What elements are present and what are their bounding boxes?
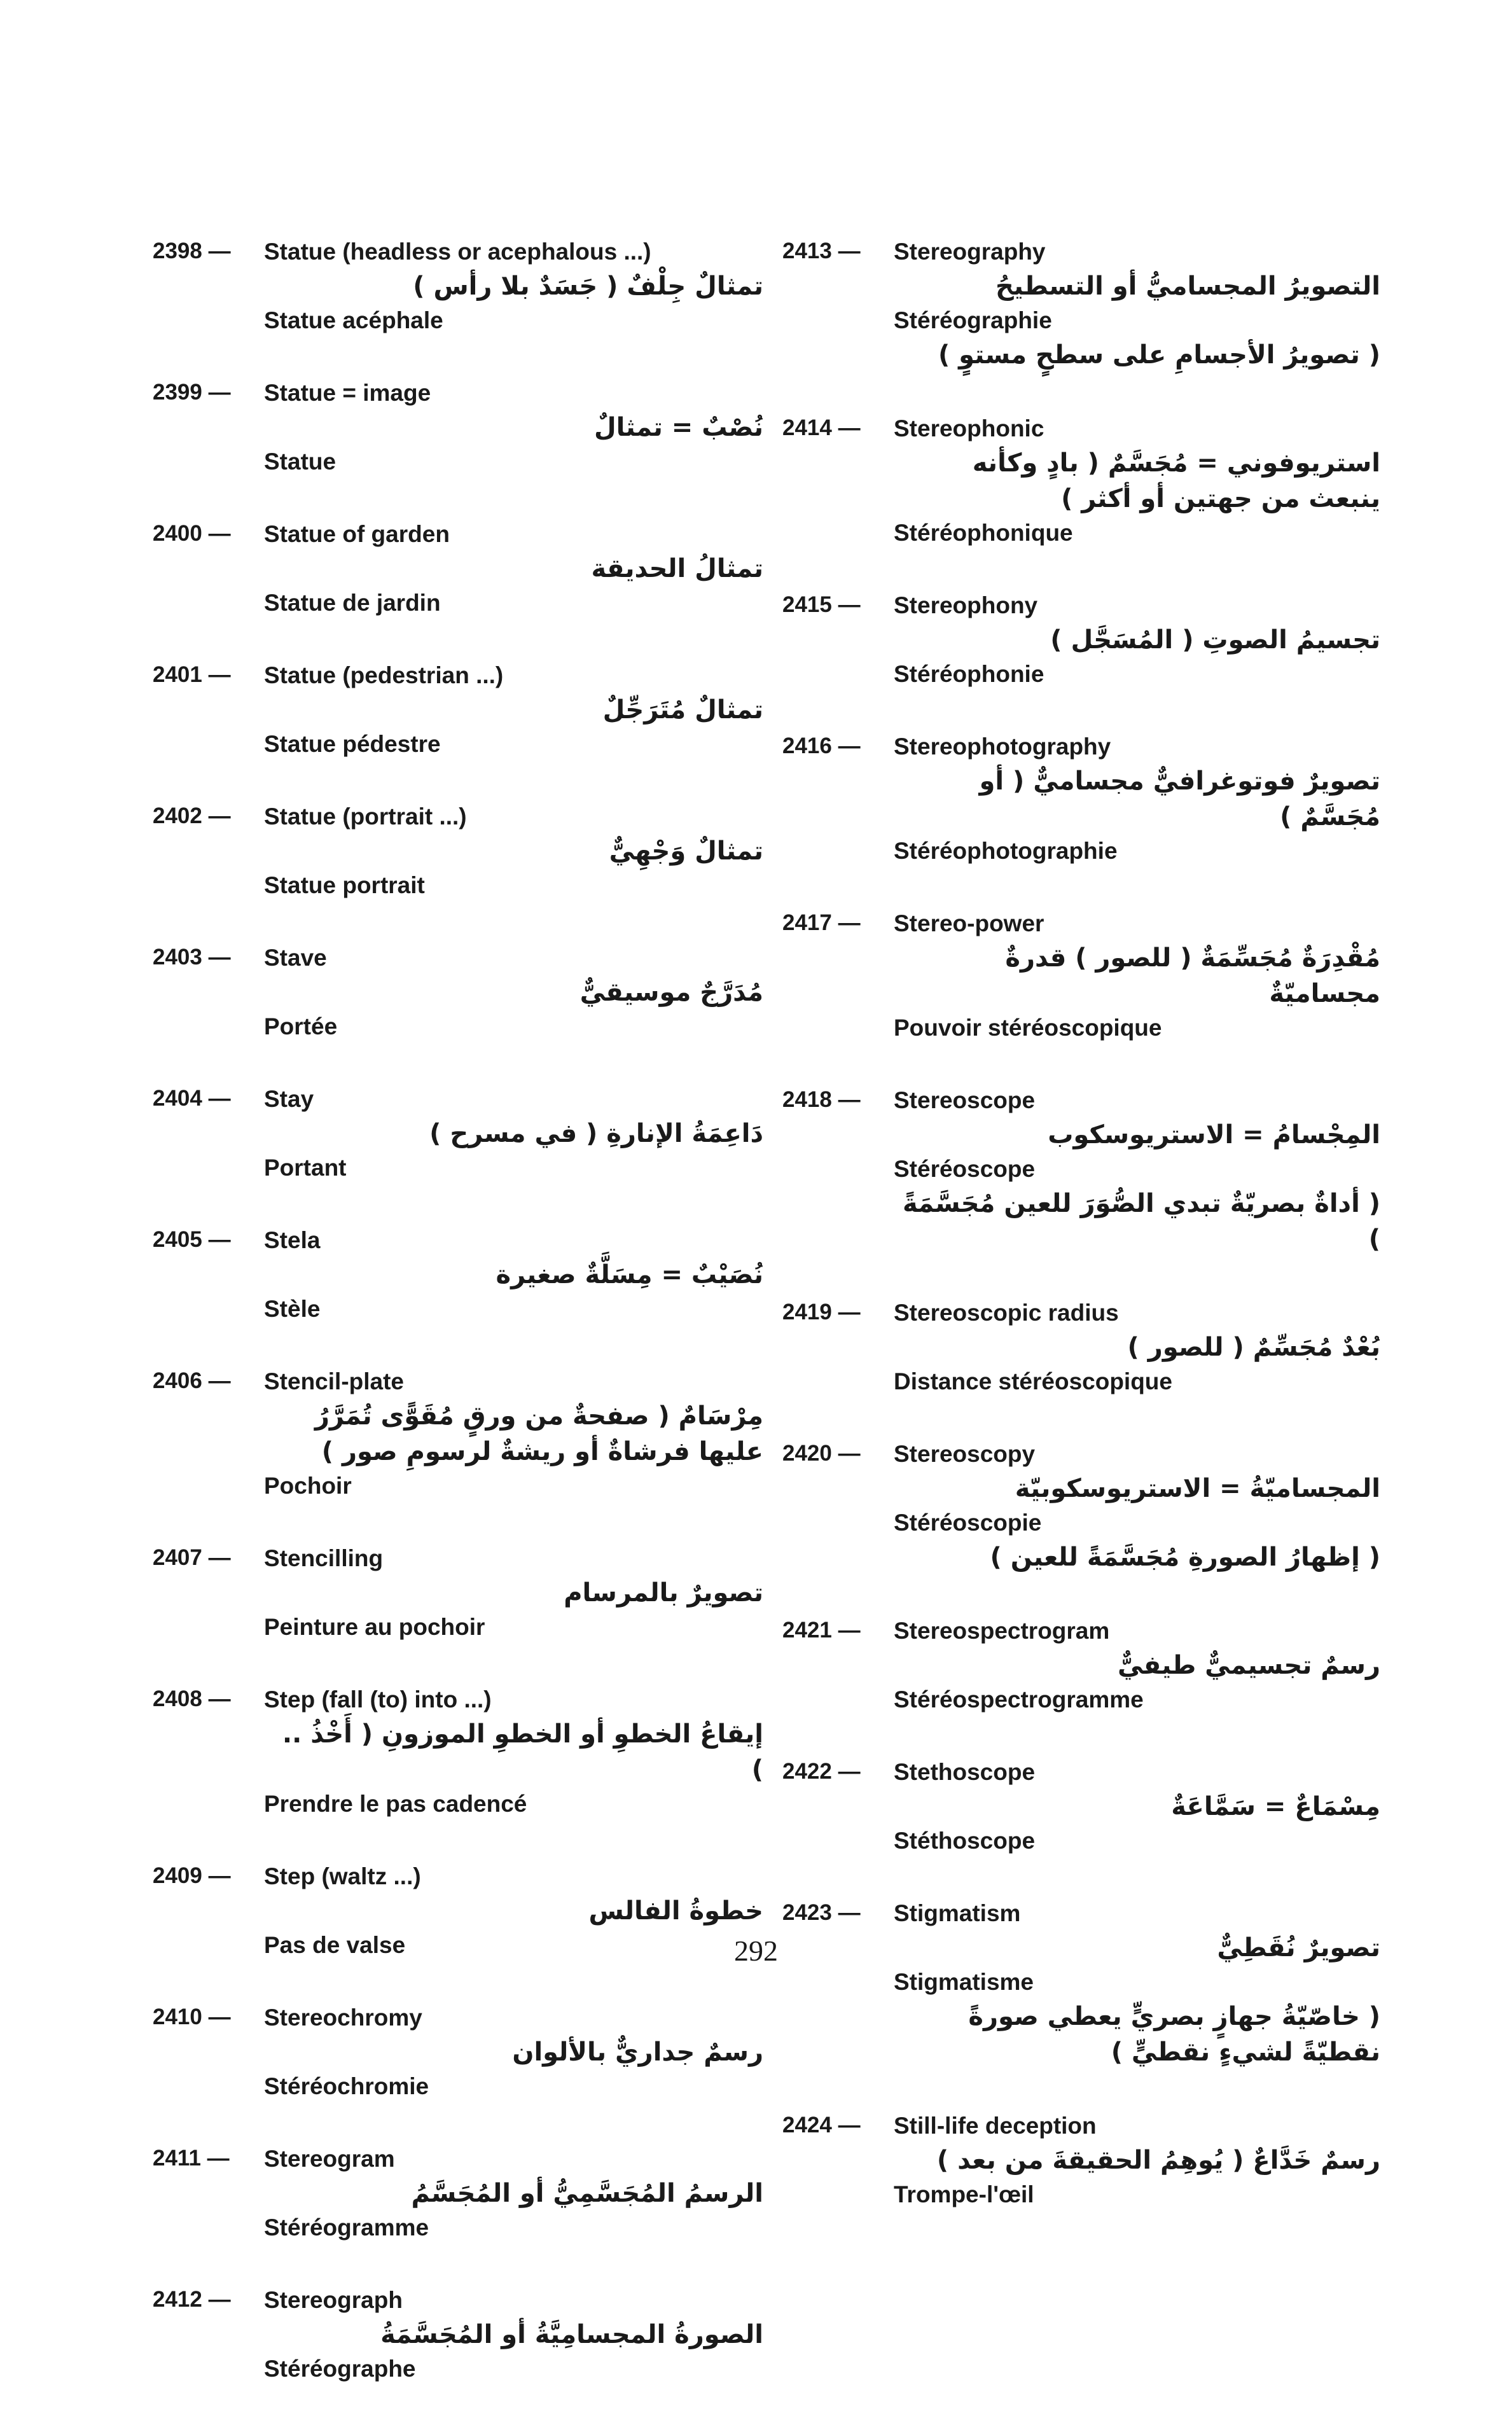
entry-english: Stereophotography xyxy=(894,733,1111,760)
entry-number: 2417 — xyxy=(782,910,861,935)
entry-french: Stèle xyxy=(264,1296,321,1322)
entry-french: Stéréochromie xyxy=(264,2073,429,2099)
entry-arabic: مِرْسَامٌ ( صفحةٌ من ورقٍ مُقَوًّى تُمَرَّرُ عليها فرشاةٌ أو ريشةٌ لرسومِ صور ) xyxy=(314,1401,763,1466)
entry-arabic-gloss: ( تصويرُ الأجسامِ على سطحٍ مستوٍ ) xyxy=(938,340,1380,370)
entry-arabic: مُقْدِرَةٌ مُجَسِّمَةٌ ( للصور ) قدرةٌ مجساميّةٌ xyxy=(1005,943,1380,1008)
entry-english: Stave xyxy=(264,945,327,971)
entry-arabic: تمثالٌ جِلْفٌ ( جَسَدٌ بلا رأس ) xyxy=(413,272,763,301)
entry-arabic: الرسمُ المُجَسَّمِيُّ أو المُجَسَّمُ xyxy=(411,2179,763,2208)
entry-arabic: نُصَيْبٌ = مِسَلَّةٌ صغيرة xyxy=(496,1260,763,1289)
dictionary-entry xyxy=(782,1615,1380,1716)
entry-arabic: دَاعِمَةُ الإنارةِ ( في مسرح ) xyxy=(429,1119,763,1148)
dictionary-entry xyxy=(153,518,763,620)
dictionary-entry xyxy=(782,730,1380,868)
entry-arabic: المجساميّةُ = الاستريوسكوبيّة xyxy=(1015,1474,1380,1503)
dictionary-entry xyxy=(782,412,1380,550)
dictionary-entry xyxy=(153,1224,763,1326)
entry-french: Statue de jardin xyxy=(264,590,441,616)
entry-english: Statue (headless or acephalous ...) xyxy=(264,239,651,265)
entry-english: Step (waltz ...) xyxy=(264,1863,421,1889)
entry-french: Trompe-l'œil xyxy=(894,2181,1034,2207)
entry-number: 2416 — xyxy=(782,733,861,758)
entry-french: Portée xyxy=(264,1013,338,1039)
entry-number: 2403 — xyxy=(153,945,231,969)
entry-arabic: تمثالٌ وَجْهِيٌّ xyxy=(609,837,763,866)
entry-number: 2418 — xyxy=(782,1087,861,1112)
entry-number: 2419 — xyxy=(782,1300,861,1324)
entry-arabic: تصويرٌ بالمرسام xyxy=(564,1578,763,1608)
entry-french: Stéréographie xyxy=(894,307,1052,333)
entry-arabic: استريوفوني = مُجَسَّمٌ ( بادٍ وكأنه ينبعث من جهتين أو أكثر ) xyxy=(972,448,1380,513)
entry-number: 2413 — xyxy=(782,239,861,263)
dictionary-entry xyxy=(153,235,763,337)
entry-french: Stéréogramme xyxy=(264,2214,429,2241)
dictionary-entry xyxy=(782,235,1380,373)
dictionary-entry xyxy=(153,2001,763,2103)
entry-arabic: تجسيمُ الصوتِ ( المُسَجَّل ) xyxy=(1050,625,1380,655)
entry-arabic: تصويرٌ نُقَطِيٌّ xyxy=(1217,1933,1380,1963)
entry-arabic: بُعْدٌ مُجَسِّمٌ ( للصور ) xyxy=(1127,1333,1380,1362)
dictionary-entry xyxy=(153,2284,763,2386)
dictionary-entry xyxy=(153,377,763,478)
entry-french: Statue portrait xyxy=(264,872,425,898)
entry-english: Stay xyxy=(264,1086,314,1112)
entry-number: 2407 — xyxy=(153,1545,231,1570)
entry-french: Stéréoscope xyxy=(894,1156,1036,1182)
entry-french: Distance stéréoscopique xyxy=(894,1368,1172,1394)
dictionary-entry xyxy=(153,800,763,902)
entry-english: Statue of garden xyxy=(264,521,450,547)
entry-french: Pouvoir stéréoscopique xyxy=(894,1015,1162,1041)
entry-arabic: رسمٌ تجسيميٌّ طيفيٌّ xyxy=(1117,1651,1380,1680)
entry-english: Stereograph xyxy=(264,2287,403,2313)
entry-number: 2400 — xyxy=(153,521,231,546)
entry-french: Pochoir xyxy=(264,1473,352,1499)
dictionary-entry xyxy=(153,659,763,761)
entry-number: 2414 — xyxy=(782,415,861,440)
entry-english: Stigmatism xyxy=(894,1900,1021,1926)
entry-arabic: نُصْبٌ = تمثالٌ xyxy=(593,413,763,442)
entry-english: Stencilling xyxy=(264,1545,384,1571)
dictionary-entry xyxy=(782,1296,1380,1398)
dictionary-entry xyxy=(782,907,1380,1045)
dictionary-entry xyxy=(153,1365,763,1503)
entry-french: Stigmatisme xyxy=(894,1969,1034,1995)
entry-english: Stela xyxy=(264,1227,321,1253)
dictionary-entry xyxy=(782,2109,1380,2211)
entry-english: Stereogram xyxy=(264,2146,395,2172)
entry-french: Stéréophonie xyxy=(894,661,1044,687)
entry-french: Prendre le pas cadencé xyxy=(264,1791,527,1817)
entry-number: 2415 — xyxy=(782,592,861,617)
entry-number: 2404 — xyxy=(153,1086,231,1111)
entry-french: Statue pédestre xyxy=(264,731,441,757)
page-number: 292 xyxy=(734,1935,778,1967)
dictionary-entry xyxy=(782,1438,1380,1575)
entry-number: 2420 — xyxy=(782,1441,861,1466)
entry-arabic: مِسْمَاعٌ = سَمَّاعَةٌ xyxy=(1171,1792,1380,1821)
entry-english: Stereography xyxy=(894,239,1046,265)
entry-french: Stéréophotographie xyxy=(894,838,1118,864)
entry-number: 2421 — xyxy=(782,1618,861,1643)
entry-arabic: رسمٌ خَدَّاعٌ ( يُوهِمُ الحقيقةَ من بعد ) xyxy=(936,2146,1380,2175)
dictionary-entry xyxy=(153,1083,763,1185)
entry-french: Stéréospectrogramme xyxy=(894,1686,1144,1713)
entry-english: Stencil-plate xyxy=(264,1368,404,1394)
entry-arabic: التصويرُ المجساميُّ أو التسطيحُ xyxy=(995,272,1380,301)
entry-french: Stéréoscopie xyxy=(894,1510,1042,1536)
dictionary-entry xyxy=(153,2143,763,2244)
entry-number: 2399 — xyxy=(153,380,231,405)
entry-french: Statue acéphale xyxy=(264,307,443,333)
entry-arabic: رسمٌ جداريٌّ بالألوان xyxy=(512,2038,763,2067)
entry-french: Stéréophonique xyxy=(894,520,1073,546)
entry-english: Stereospectrogram xyxy=(894,1618,1110,1644)
entry-arabic-gloss: ( خاصّيّةُ جهازٍ بصريٍّ يعطي صورةً نقطيّةً لشيءٍ نقطيٍّ ) xyxy=(968,2002,1380,2067)
dictionary-entry xyxy=(782,1897,1380,2070)
dictionary-entry xyxy=(153,1683,763,1821)
entry-french: Portant xyxy=(264,1155,347,1181)
entry-number: 2405 — xyxy=(153,1227,231,1252)
entry-english: Stereoscopy xyxy=(894,1441,1036,1467)
entry-english: Stereoscope xyxy=(894,1087,1036,1113)
entry-french: Stéthoscope xyxy=(894,1828,1036,1854)
entry-arabic: الصورةُ المجسامِيَّةُ أو المُجَسَّمَةُ xyxy=(380,2320,763,2349)
entry-number: 2412 — xyxy=(153,2287,231,2312)
entry-french: Statue xyxy=(264,448,336,475)
dictionary-entry xyxy=(782,1756,1380,1858)
entry-arabic: خطوةُ الفالس xyxy=(588,1896,763,1926)
entry-english: Stereophony xyxy=(894,592,1038,618)
entry-arabic: مُدَرَّجٌ موسيقيٌّ xyxy=(579,978,763,1007)
entry-french: Peinture au pochoir xyxy=(264,1614,485,1640)
entry-english: Stethoscope xyxy=(894,1759,1036,1785)
dictionary-entry xyxy=(153,1542,763,1644)
entry-english: Statue (pedestrian ...) xyxy=(264,662,504,688)
entry-english: Step (fall (to) into ...) xyxy=(264,1686,492,1713)
entry-number: 2411 — xyxy=(153,2146,230,2171)
entry-number: 2402 — xyxy=(153,803,231,828)
entry-number: 2410 — xyxy=(153,2005,231,2029)
entry-number: 2424 — xyxy=(782,2113,861,2137)
left-column xyxy=(153,235,763,2425)
entry-arabic: المِجْسامُ = الاستريوسكوب xyxy=(1048,1120,1380,1150)
entry-number: 2408 — xyxy=(153,1686,231,1711)
entry-french: Pas de valse xyxy=(264,1932,406,1958)
entry-french: Stéréographe xyxy=(264,2356,416,2382)
entry-english: Stereochromy xyxy=(264,2005,422,2031)
entry-english: Statue (portrait ...) xyxy=(264,803,467,830)
entry-arabic: إيقاعُ الخطوِ أو الخطوِ الموزونِ ( أَخْذُ .. ) xyxy=(282,1720,763,1784)
entry-number: 2423 — xyxy=(782,1900,861,1925)
entry-number: 2406 — xyxy=(153,1368,231,1393)
entry-english: Stereoscopic radius xyxy=(894,1300,1119,1326)
entry-arabic: تصويرٌ فوتوغرافيٌّ مجساميٌّ ( أو مُجَسَّمٌ ) xyxy=(979,767,1380,831)
entry-english: Still-life deception xyxy=(894,2113,1097,2139)
dictionary-entry xyxy=(782,589,1380,691)
entry-arabic-gloss: ( أداةٌ بصريّةٌ تبدي الصُّوَرَ للعين مُجَسَّمَةً ) xyxy=(903,1189,1380,1254)
entry-number: 2422 — xyxy=(782,1759,861,1784)
entry-arabic: تمثالُ الحديقة xyxy=(591,554,763,583)
entry-number: 2398 — xyxy=(153,239,231,263)
entry-english: Stereophonic xyxy=(894,415,1044,441)
entry-number: 2409 — xyxy=(153,1863,231,1888)
dictionary-entry xyxy=(782,1084,1380,1257)
entry-arabic: تمثالٌ مُتَرَجِّلٌ xyxy=(602,695,763,725)
dictionary-entry xyxy=(153,942,763,1043)
entry-arabic-gloss: ( إظهارُ الصورةِ مُجَسَّمَةً للعين ) xyxy=(990,1543,1380,1572)
entry-english: Statue = image xyxy=(264,380,431,406)
entry-english: Stereo-power xyxy=(894,910,1044,936)
entry-number: 2401 — xyxy=(153,662,231,687)
